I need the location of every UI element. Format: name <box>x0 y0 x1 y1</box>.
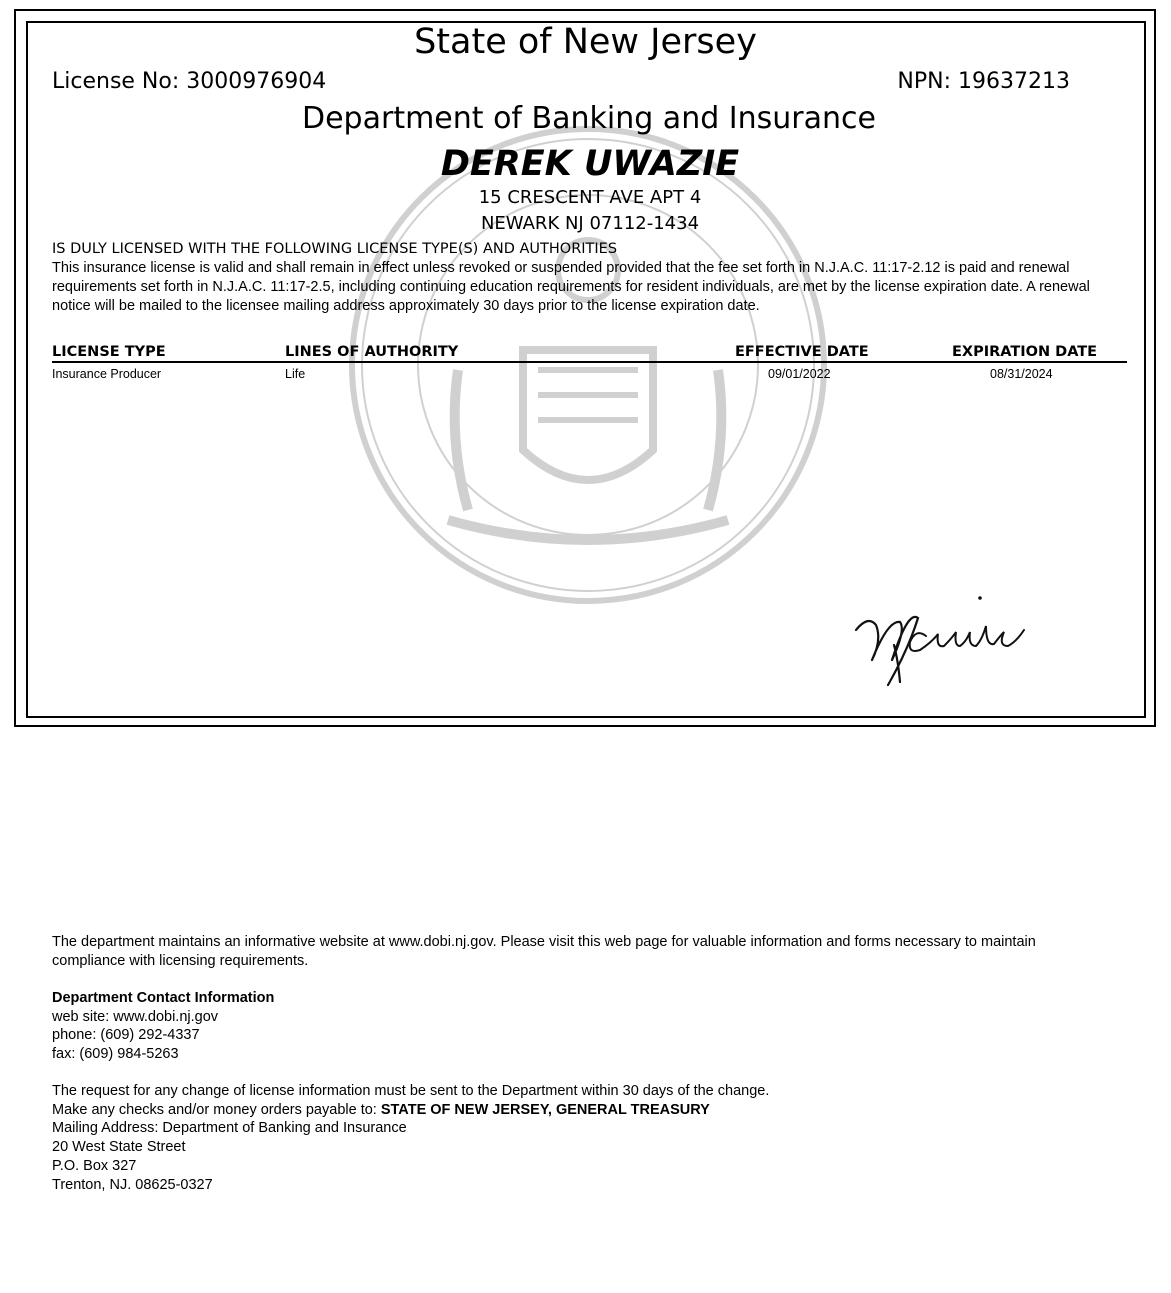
table-header-rule <box>52 361 1127 363</box>
contact-website: web site: www.dobi.nj.gov <box>52 1008 219 1025</box>
payable-prefix: Make any checks and/or money orders payable to: <box>52 1101 377 1118</box>
licensee-address-line1: 15 CRESCENT AVE APT 4 <box>478 187 702 208</box>
column-header-lines-of-authority: LINES OF AUTHORITY <box>285 344 459 360</box>
department-name: Department of Banking and Insurance <box>302 101 876 136</box>
licensee-address-line2: NEWARK NJ 07112-1434 <box>480 213 700 234</box>
change-notice: The request for any change of license information must be sent to the Department within 30 days of the change. <box>52 1083 770 1099</box>
cell-license-type: Insurance Producer <box>52 367 162 381</box>
cell-effective-date: 09/01/2022 <box>768 367 831 381</box>
mailing-information <box>52 1082 769 1194</box>
npn-label: NPN: <box>897 69 952 94</box>
contact-fax: fax: (609) 984-5263 <box>52 1046 179 1063</box>
column-header-effective-date: EFFECTIVE DATE <box>735 344 869 360</box>
contact-information <box>52 989 274 1064</box>
mailing-po-box: P.O. Box 327 <box>52 1157 137 1174</box>
payable-to: STATE OF NEW JERSEY, GENERAL TREASURY <box>380 1101 710 1118</box>
footer-intro: The department maintains an informative website at www.dobi.nj.gov. Please visit this web page for valuable information and forms necessary to maintain compliance with licensing requirements. <box>52 934 1036 969</box>
license-number <box>52 69 326 95</box>
state-title: State of New Jersey <box>414 22 757 62</box>
cell-lines-of-authority: Life <box>285 367 306 381</box>
cell-expiration-date: 08/31/2024 <box>990 367 1053 381</box>
column-header-license-type: LICENSE TYPE <box>52 344 166 360</box>
payment-instructions <box>52 1101 769 1120</box>
contact-phone: phone: (609) 292-4337 <box>52 1027 200 1044</box>
license-number-label: License No: <box>52 69 180 94</box>
column-header-expiration-date: EXPIRATION DATE <box>952 344 1098 360</box>
npn-number <box>897 69 1070 95</box>
contact-heading: Department Contact Information <box>52 990 275 1006</box>
licensee-name: DEREK UWAZIE <box>440 144 740 184</box>
mailing-city: Trenton, NJ. 08625-0327 <box>52 1176 213 1193</box>
mailing-street: 20 West State Street <box>52 1139 186 1156</box>
mailing-address: Mailing Address: Department of Banking and Insurance <box>52 1120 407 1137</box>
npn-value: 19637213 <box>958 69 1070 94</box>
license-number-value: 3000976904 <box>186 69 327 94</box>
authority-heading: IS DULY LICENSED WITH THE FOLLOWING LICENSE TYPE(S) AND AUTHORITIES <box>52 241 618 257</box>
commissioner-signature <box>848 590 1038 700</box>
validity-paragraph: This insurance license is valid and shall remain in effect unless revoked or suspended provided that the fee set forth in N.J.A.C. 11:17-2.12 is paid and renewal requirements set forth in N.J.A.C. 11:17-2.5, including continuing education requirements for resident individuals, are met by the license expiration date. A renewal notice will be mailed to the licensee mailing address approximately 30 days prior to the license expiration date. <box>52 260 1090 314</box>
